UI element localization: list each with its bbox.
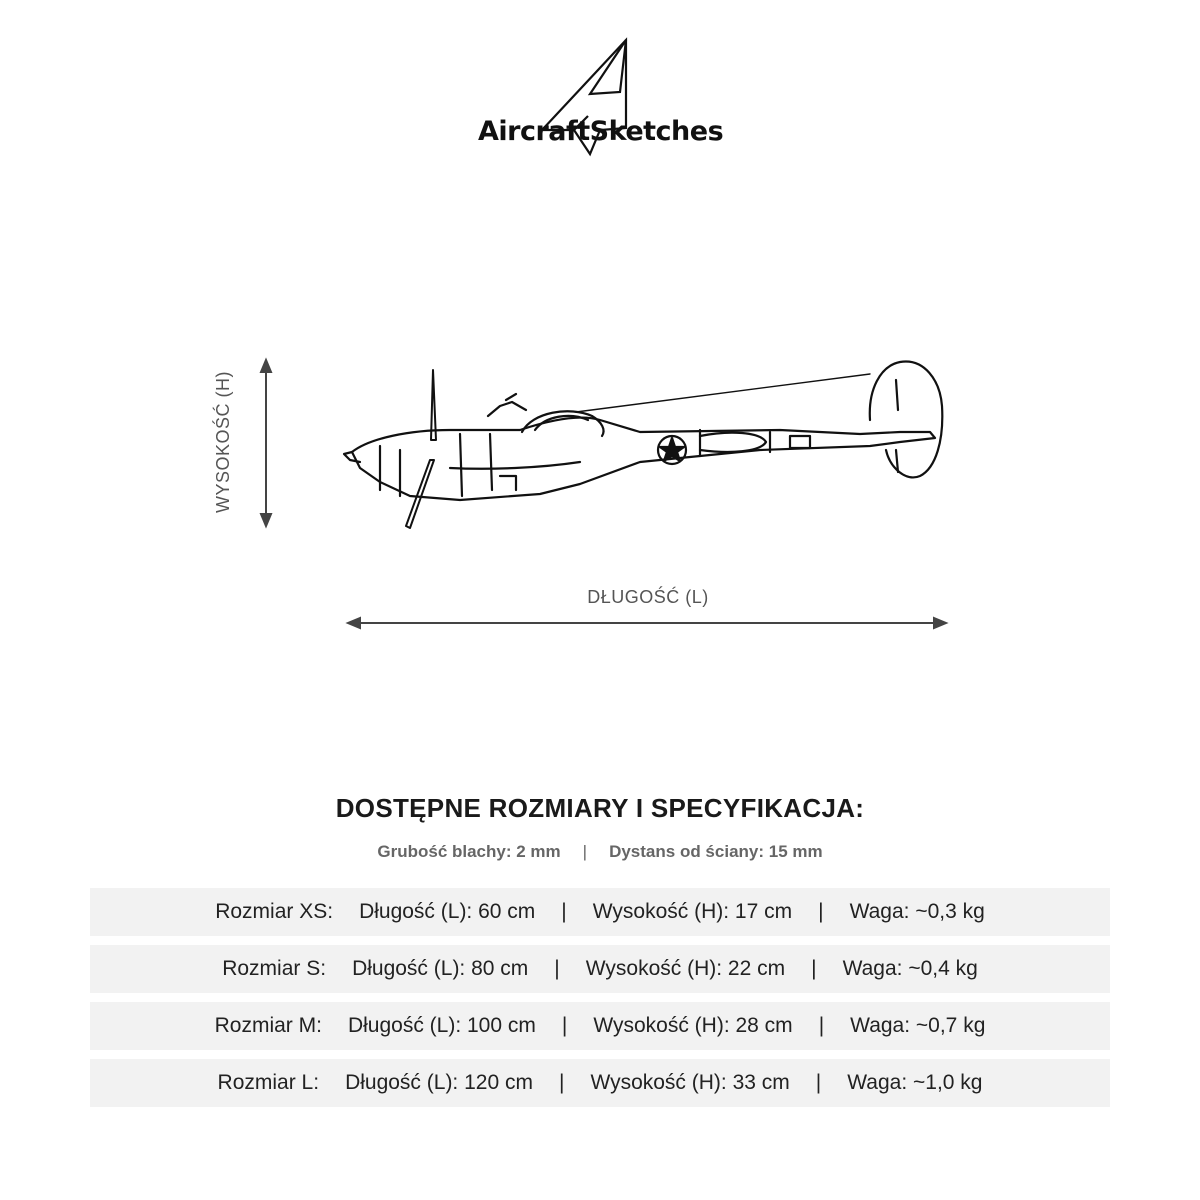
size-separator: | — [561, 1014, 568, 1037]
size-weight: Waga: ~1,0 kg — [847, 1071, 983, 1094]
sheet-thickness: Grubość blachy: 2 mm — [377, 842, 561, 861]
size-weight: Waga: ~0,7 kg — [850, 1014, 986, 1037]
height-dimension-label: WYSOKOŚĆ (H) — [213, 371, 233, 514]
height-arrow-head-bottom — [261, 514, 271, 526]
size-row-xs — [90, 888, 1110, 936]
size-row-l — [90, 1059, 1110, 1107]
size-separator: | — [818, 1014, 825, 1037]
size-table — [90, 888, 1110, 1116]
size-row-s — [90, 945, 1110, 993]
size-length: Długość (L): 100 cm — [347, 1014, 536, 1037]
size-height: Wysokość (H): 17 cm — [592, 900, 793, 923]
size-separator: | — [558, 1071, 565, 1094]
length-dimension-label: DŁUGOŚĆ (L) — [587, 587, 709, 607]
size-length: Długość (L): 60 cm — [359, 900, 536, 923]
wall-distance: Dystans od ściany: 15 mm — [609, 842, 823, 861]
size-separator: | — [561, 900, 567, 923]
brand-name: AircraftSketches — [478, 116, 724, 147]
size-weight: Waga: ~0,3 kg — [849, 900, 985, 923]
specs-title: DOSTĘPNE ROZMIARY I SPECYFIKACJA: — [335, 793, 865, 823]
specs-separator: | — [582, 842, 588, 861]
length-arrow-head-left — [348, 618, 360, 628]
height-arrow-head-top — [261, 360, 271, 372]
size-name: Rozmiar L: — [217, 1071, 320, 1094]
size-separator: | — [811, 957, 817, 980]
size-length: Długość (L): 120 cm — [345, 1071, 533, 1094]
size-length: Długość (L): 80 cm — [352, 957, 529, 980]
size-separator: | — [818, 900, 824, 923]
size-name: Rozmiar M: — [214, 1014, 322, 1037]
size-name: Rozmiar XS: — [215, 900, 334, 923]
specs-subtitle — [0, 842, 1200, 862]
length-arrow-head-right — [934, 618, 946, 628]
size-separator: | — [554, 957, 560, 980]
size-height: Wysokość (H): 33 cm — [590, 1071, 790, 1094]
aircraft-silhouette-icon — [340, 350, 960, 540]
aircraft-sketch — [340, 350, 960, 540]
size-weight: Waga: ~0,4 kg — [842, 957, 978, 980]
size-separator: | — [815, 1071, 822, 1094]
size-row-m — [90, 1002, 1110, 1050]
size-height: Wysokość (H): 28 cm — [593, 1014, 793, 1037]
size-height: Wysokość (H): 22 cm — [585, 957, 786, 980]
size-name: Rozmiar S: — [222, 957, 327, 980]
